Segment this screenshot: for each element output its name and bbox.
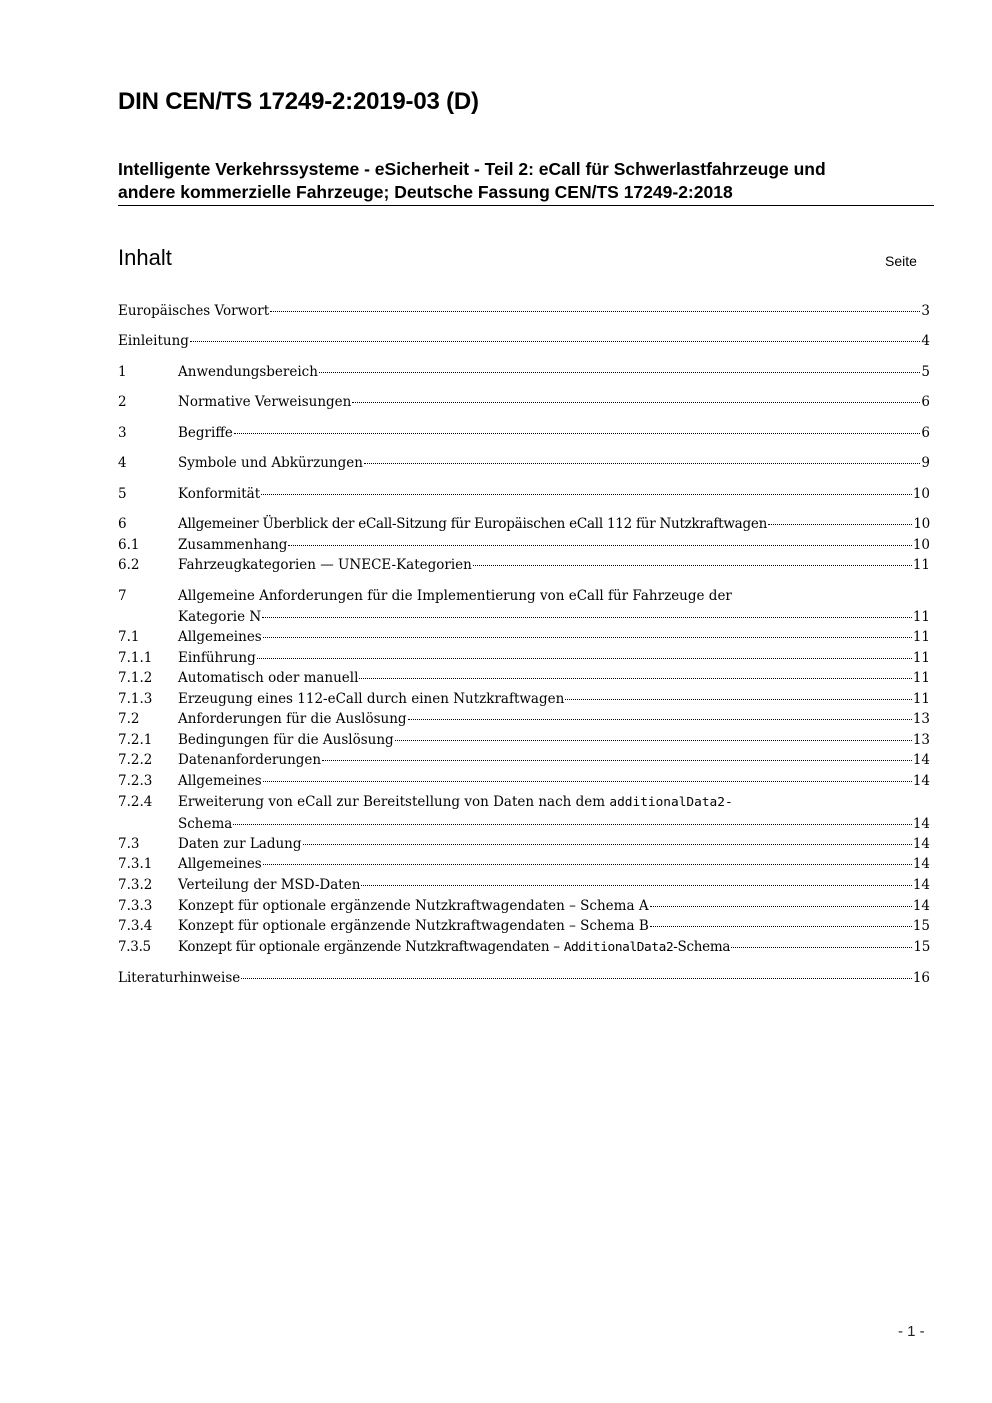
toc-entry-code: AdditionalData2 [563,940,674,955]
toc-entry-page: 10 [912,486,930,502]
toc-entry-number: 7.3.4 [118,918,153,934]
toc-entry-title-suffix: -Schema [673,939,731,955]
toc-leader-dots [263,781,912,782]
toc-heading: Inhalt [118,245,172,270]
toc-leader-dots [261,494,912,495]
toc-leader-dots [408,719,912,720]
toc-entry-number: 7.1.3 [118,691,153,707]
toc-entry-title: Anwendungsbereich [178,364,318,380]
toc-entry-title: Erweiterung von eCall zur Bereitstellung von Daten nach dem [178,794,606,810]
toc-entry-number: 2 [118,394,127,410]
toc-entry-5[interactable] [118,484,930,505]
toc-entry-7[interactable] [118,586,930,627]
toc-entry-page: 3 [921,303,930,319]
toc-entry-page: 14 [912,877,930,893]
toc-entry-6-1[interactable] [118,535,930,556]
toc-leader-dots [288,545,911,546]
toc-entry-6-2[interactable] [118,555,930,576]
toc-leader-dots [303,844,912,845]
toc-entry-number: 7.3.1 [118,856,153,872]
toc-entry-title: Begriffe [178,425,233,441]
toc-entry-7-2-4[interactable] [118,792,930,834]
toc-leader-dots [395,740,912,741]
toc-entry-number: 7.1.1 [118,650,153,666]
toc-entry-title-continued: Kategorie N [178,608,262,625]
toc-entry-title: Verteilung der MSD-Daten [178,877,361,893]
toc-entry-page: 11 [912,629,930,645]
toc-entry-title: Allgemeines [178,856,262,872]
toc-entry-page: 14 [912,836,930,852]
toc-entry-bibliography[interactable] [118,968,930,989]
toc-entry-7-1[interactable] [118,627,930,648]
toc-entry-number: 7.3 [118,836,140,852]
toc-entry-7-3-2[interactable] [118,875,930,896]
toc-entry-page: 11 [912,670,930,686]
toc-entry-title: Datenanforderungen [178,752,322,768]
subtitle-line-2: andere kommerzielle Fahrzeuge; Deutsche Fassung CEN/TS 17249-2:2018 [118,182,733,202]
toc-entry-title: Bedingungen für die Auslösung [178,732,394,748]
toc-entry-7-3[interactable] [118,834,930,855]
toc-entry-number: 7.2.4 [118,794,153,810]
toc-entry-title: Allgemeines [178,773,262,789]
toc-entry-page: 11 [912,608,930,625]
toc-entry-7-3-3[interactable] [118,896,930,917]
toc-entry-number: 7.1.2 [118,670,153,686]
document-id: DIN CEN/TS 17249-2:2019-03 (D) [118,88,479,115]
toc-leader-dots [650,906,912,907]
toc-entry-title: Normative Verweisungen [178,394,352,410]
toc-entry-title: Anforderungen für die Auslösung [178,711,407,727]
toc-leader-dots [650,926,912,927]
toc-leader-dots [565,699,912,700]
toc-leader-dots [352,402,920,403]
toc-page-column-label: Seite [885,253,917,269]
toc-leader-dots [319,372,920,373]
toc-entry-4[interactable] [118,453,930,474]
toc-entry-number: 1 [118,364,127,380]
toc-leader-dots [257,658,912,659]
toc-entry-number: 6.2 [118,557,140,573]
toc-entry-title: Europäisches Vorwort [118,303,270,319]
toc-entry-title: Konzept für optionale ergänzende Nutzkraftwagendaten – Schema A [178,898,649,914]
subtitle-line-1: Intelligente Verkehrssysteme - eSicherheit - Teil 2: eCall für Schwerlastfahrzeuge und [118,159,826,179]
toc-entry-page: 5 [921,364,930,380]
toc-entry-page: 16 [912,970,930,986]
toc-entry-title: Automatisch oder manuell [178,670,359,686]
toc-entry-title: Allgemeine Anforderungen für die Implementierung von eCall für Fahrzeuge der [178,588,732,604]
toc-entry-title: Allgemeines [178,629,262,645]
toc-entry-number: 5 [118,486,127,502]
toc-entry-title: Erzeugung eines 112-eCall durch einen Nutzkraftwagen [178,691,565,707]
toc-entry-number: 7.3.3 [118,898,153,914]
toc-entry-number: 6.1 [118,537,140,553]
toc-entry-page: 10 [913,516,930,532]
toc-leader-dots [190,341,920,342]
toc-entry-page: 4 [921,333,930,349]
toc-entry-page: 14 [912,815,930,832]
toc-entry-title: Konformität [178,486,261,502]
toc-entry-page: 15 [912,918,930,934]
toc-entry-7-2[interactable] [118,709,930,730]
toc-entry-number: 7.3.5 [118,939,151,955]
title-divider [118,205,934,206]
toc-entry-number: 7.3.2 [118,877,153,893]
toc-leader-dots [262,617,912,618]
toc-entry-number: 7 [118,588,127,604]
toc-entry-introduction[interactable] [118,331,930,352]
toc-entry-page: 14 [912,752,930,768]
toc-entry-3[interactable] [118,423,930,444]
toc-leader-dots [233,824,911,825]
toc-entry-7-1-2[interactable] [118,668,930,689]
toc-entry-page: 14 [912,856,930,872]
toc-entry-title: Konzept für optionale ergänzende Nutzkraftwagendaten – [178,939,560,955]
toc-leader-dots [473,565,912,566]
toc-leader-dots [234,433,921,434]
toc-entry-7-2-1[interactable] [118,730,930,751]
toc-entry-number: 7.2 [118,711,140,727]
toc-leader-dots [731,947,912,948]
toc-entry-title: Allgemeiner Überblick der eCall-Sitzung für Europäischen eCall 112 für Nutzkraftwagen [178,516,768,532]
toc-entry-number: 6 [118,516,127,532]
toc-entry-title: Einführung [178,650,256,666]
toc-entry-page: 13 [912,732,930,748]
toc-leader-dots [364,463,920,464]
toc-entry-7-1-3[interactable] [118,689,930,710]
toc-entry-page: 13 [912,711,930,727]
toc-entry-7-3-1[interactable] [118,854,930,875]
toc-entry-2[interactable] [118,392,930,413]
toc-entry-page: 11 [912,650,930,666]
toc-entry-title: Symbole und Abkürzungen [178,455,363,471]
toc-entry-title: Daten zur Ladung [178,836,302,852]
toc-entry-number: 7.2.2 [118,752,153,768]
toc-entry-number: 7.1 [118,629,140,645]
toc-entry-foreword[interactable] [118,301,930,322]
toc-entry-title: Einleitung [118,333,189,349]
toc-leader-dots [359,678,911,679]
document-subtitle [118,158,934,204]
page-number: - 1 - [898,1323,925,1340]
toc-entry-page: 11 [912,691,930,707]
toc-leader-dots [361,885,911,886]
toc-entry-page: 6 [921,425,930,441]
toc-entry-7-3-4[interactable] [118,916,930,937]
toc-entry-title: Literaturhinweise [118,970,241,986]
toc-entry-7-1-1[interactable] [118,648,930,669]
toc-entry-number: 3 [118,425,127,441]
toc-entry-page: 9 [921,455,930,471]
toc-entry-page: 15 [913,939,930,955]
toc-entry-number: 7.2.1 [118,732,153,748]
toc-entry-title: Zusammenhang [178,537,288,553]
toc-entry-1[interactable] [118,362,930,383]
toc-leader-dots [263,637,912,638]
toc-leader-dots [768,524,912,525]
toc-leader-dots [322,760,912,761]
toc-entry-page: 11 [912,557,930,573]
toc-entry-page: 10 [912,537,930,553]
toc-entry-code: additionalData2- [609,795,733,810]
toc-entry-page: 6 [921,394,930,410]
toc-entry-page: 14 [912,773,930,789]
toc-entry-number: 4 [118,455,127,471]
toc-leader-dots [241,978,912,979]
toc-entry-page: 14 [912,898,930,914]
toc-leader-dots [263,864,912,865]
toc-entry-title: Fahrzeugkategorien — UNECE-Kategorien [178,557,472,573]
toc-entry-title: Konzept für optionale ergänzende Nutzkraftwagendaten – Schema B [178,918,649,934]
toc-entry-7-3-5[interactable] [118,937,930,959]
toc-entry-7-2-3[interactable] [118,771,930,792]
toc-leader-dots [270,311,920,312]
toc-entry-number: 7.2.3 [118,773,153,789]
toc-entry-title-continued: Schema [178,815,233,832]
toc-entry-7-2-2[interactable] [118,750,930,771]
toc-entry-6[interactable] [118,514,930,535]
